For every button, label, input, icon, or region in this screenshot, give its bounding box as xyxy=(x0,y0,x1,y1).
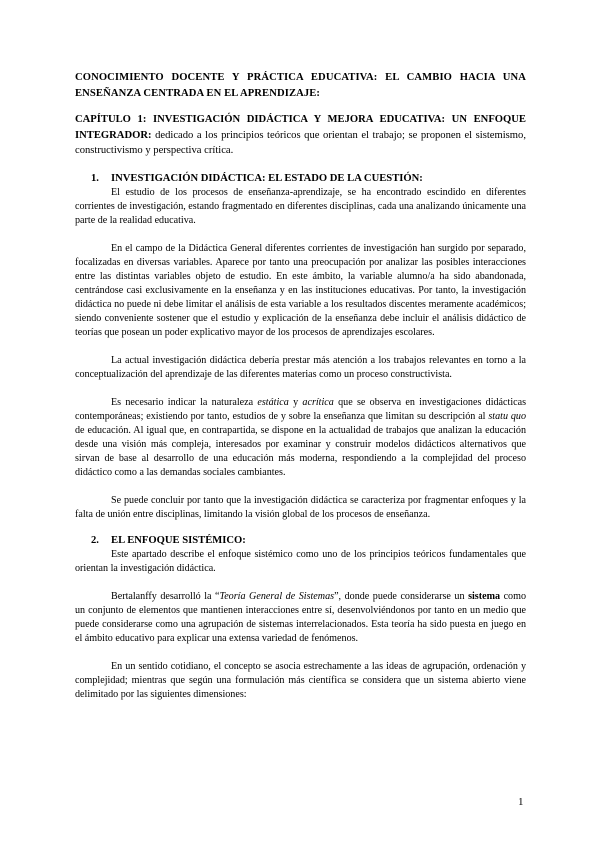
text-run: ”, donde puede considerarse un xyxy=(334,590,469,602)
text-run: Es necesario indicar la naturaleza xyxy=(111,396,258,408)
document-title: CONOCIMIENTO DOCENTE Y PRÁCTICA EDUCATIVA: EL CAMBIO HACIA UNA ENSEÑANZA CENTRADA EN EL APRENDIZAJE: xyxy=(75,72,526,99)
section-2-heading xyxy=(75,534,526,548)
italic-term: statu quo xyxy=(488,410,527,422)
document-page xyxy=(75,62,526,716)
paragraph: La actual investigación didáctica debería prestar más atención a los trabajos relevantes en torno a la conceptualización del aprendizaje de las diferentes materias como un proceso constructivista. xyxy=(75,354,526,380)
page-number: 1 xyxy=(518,796,524,808)
paragraph: El estudio de los procesos de enseñanza-aprendizaje, se ha encontrado escindido en diferentes corrientes de investigación, estando fragmentado en diferentes disciplinas, cada una analizando únicamente una parte de la realidad educativa. xyxy=(75,186,526,226)
section-1-heading xyxy=(75,172,526,186)
text-run: como un conjunto de elementos que mantienen interacciones entre sí, desenvolviéndonos por tanto en un medio que puede considerarse como una agrupación de sistemas interrelacionados. Esta teoría ha sido puesta en juego en el ámbito educativo para explicar una extensa variedad de fenómenos. xyxy=(75,590,526,644)
paragraph: En un sentido cotidiano, el concepto se asocia estrechamente a las ideas de agrupación, ordenación y complejidad; mientras que según una formulación más científica se considera que un sistema abierto viene delimitado por las siguientes dimensiones: xyxy=(75,660,526,700)
text-run: de educación. Al igual que, en contrapartida, se dispone en la actualidad de trabajos que analizan la educación desde una visión más compleja, interesados por examinar y construir modelos didácticos alternativos que sirvan de base al desarrollo de una educación más moderna, respondiendo a la complejidad del proceso didáctico como a las demandas sociales cambiantes. xyxy=(75,424,526,478)
italic-term: estática xyxy=(257,396,289,408)
text-run: Bertalanffy desarrolló la “ xyxy=(111,590,220,602)
paragraph xyxy=(75,590,526,646)
italic-term: acrítica xyxy=(302,396,334,408)
chapter-description: dedicado a los principios teóricos que orientan el trabajo; se proponen el sistemismo, constructivismo y perspectiva crítica. xyxy=(75,129,526,156)
italic-term: Teoría General de Sistemas xyxy=(219,590,335,602)
paragraph: Este apartado describe el enfoque sistémico como uno de los principios teóricos fundamentales que orientan la investigación didáctica. xyxy=(75,548,526,574)
paragraph xyxy=(75,396,526,480)
section-2-number: 2. xyxy=(91,534,99,546)
text-run: que se observa en investigaciones didácticas contemporáneas; existiendo por tanto, estudios de y sobre la enseñanza que limitan su descripción al xyxy=(75,396,527,422)
section-2-title: EL ENFOQUE SISTÉMICO: xyxy=(111,534,246,546)
chapter-intro xyxy=(75,112,526,159)
section-1-title: INVESTIGACIÓN DIDÁCTICA: EL ESTADO DE LA CUESTIÓN: xyxy=(111,172,423,184)
paragraph: Se puede concluir por tanto que la investigación didáctica se caracteriza por fragmentar enfoques y la falta de unión entre disciplinas, limitando la visión global de los procesos de enseñanza. xyxy=(75,494,526,520)
section-1-number: 1. xyxy=(91,172,99,184)
text-run: y xyxy=(288,396,303,408)
chapter-label: CAPÍTULO 1: INVESTIGACIÓN DIDÁCTICA Y MEJORA EDUCATIVA: UN ENFOQUE INTEGRADOR: xyxy=(75,114,526,141)
bold-term: sistema xyxy=(468,590,501,602)
paragraph: En el campo de la Didáctica General diferentes corrientes de investigación han surgido por separado, focalizadas en diversas variables. Aparece por tanto una preocupación por analizar las posibles interacciones entre las distintas variables objeto de estudio. En este ámbito, la variable alumno/a ha sido abandonada, centrándose casi exclusivamente en la enseñanza y en las instituciones educativas. Por tanto, la investigación didáctica no puede ni debe limitar el análisis de esta variable a los resultados discentes meramente académicos; siendo conveniente sostener que el estudio y explicación de la enseñanza debe incluir el análisis didáctico de teorías que posean un poder explicativo mayor de los procesos de aprendizajes escolares. xyxy=(75,242,526,338)
